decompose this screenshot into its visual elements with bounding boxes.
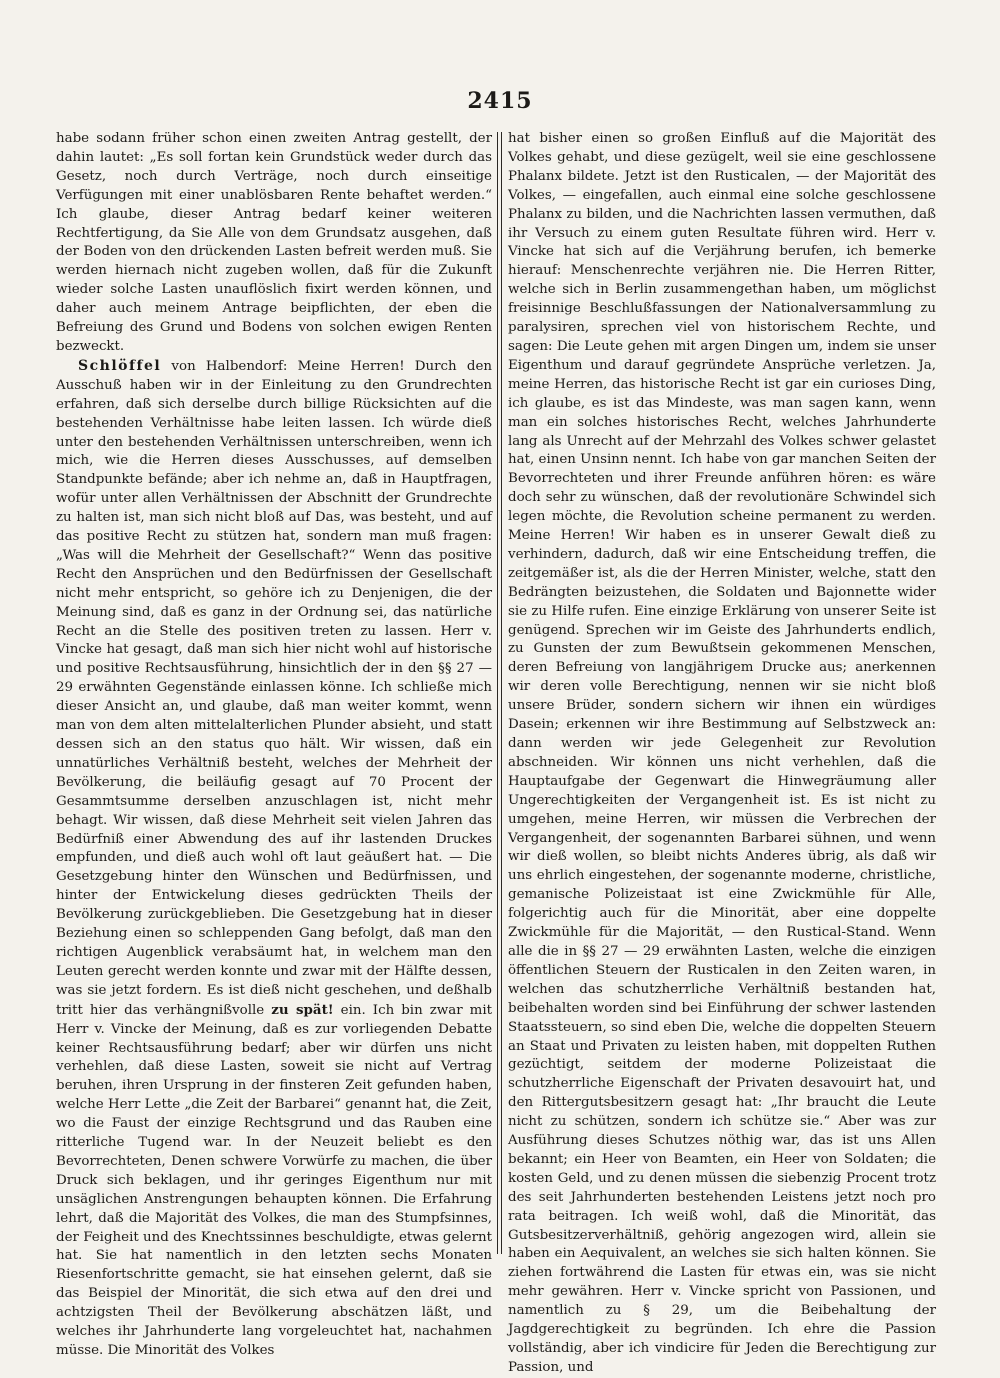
emphasis-text: zu spät! xyxy=(271,1001,334,1018)
column-divider xyxy=(497,132,502,1254)
speech-text-rest: ein. Ich bin zwar mit Herr v. Vincke der Meinung, daß es zur vorliegenden Debatte keiner Rechtsausführung bedarf; aber wir dürfen uns nicht verhehlen, daß diese Lasten, soweit sie nicht auf Vertrag beruhen, ihren Ursprung in der finsteren Zeit gefunden haben, welche Herr Lette „die Zeit der Barbarei“ genannt hat, die Zeit, wo die Faust der einzige Rechtsgrund und das Rauben eine ritterliche Tugend war. In der Neuzeit beliebt es den Bevorrechteten, Denen schwere Vorwürfe zu machen, die über Druck sich beklagen, und ihr geringes Eigenthum nur mit unsäglichen Anstrengungen behaupten können. Die Erfahrung lehrt, daß die Majorität des Volkes, die man des Stumpfsinnes, der Feigheit und des Knechtssinnes beschuldigte, etwas gelernt hat. Sie hat namentlich in den letzten sechs Monaten Riesenfortschritte gemacht, sie hat einsehen gelernt, daß sie das Beispiel der Minorität, die sich etwa auf den drei und achtzigsten Theil der Bevölkerung abschätzen läßt, und welches ihr Jahrhunderte lang vorgeleuchtet hat, nachahmen müsse. Die Minorität des Volkes xyxy=(56,1002,492,1358)
page-number: 2415 xyxy=(467,88,533,114)
speaker-name: Schlöffel xyxy=(78,357,162,374)
speech-paragraph xyxy=(56,357,492,1361)
left-column xyxy=(56,130,492,1358)
speech-text-intro: von Halbendorf: Meine Herren! Durch den Ausschuß haben wir in der Einleitung zu den Grundrechten erfahren, daß sich derselbe durch billige Rücksichten auf die bestehenden Verhältnisse habe leiten lassen. Ich würde dieß unter den bestehenden Verhältnissen unterschreiben, wenn ich mich, wie die Herren dieses Ausschusses, auf demselben Standpunkte befände; aber ich nehme an, daß in Hauptfragen, wofür unter allen Verhältnissen der Abschnitt der Grundrechte zu halten ist, man sich nicht bloß auf Das, was besteht, und auf das positive Recht zu stützen hat, sondern man muß fragen: „Was will die Mehrheit der Gesellschaft?“ Wenn das positive Recht den Ansprüchen und den Bedürfnissen der Gesellschaft nicht mehr entspricht, so gehöre ich zu Denjenigen, die der Meinung sind, daß es ganz in der Ordnung sei, das natürliche Recht an die Stelle des positiven treten zu lassen. Herr v. Vincke hat gesagt, daß man sich hier nicht wohl auf historische und positive Rechtsausführung, hinsichtlich der in den §§ 27 — 29 erwähnten Gegenstände einlassen könne. Ich schließe mich dieser Ansicht an, und glaube, daß man weiter kommt, wenn man von dem alten mittelalterlichen Plunder absieht, und statt dessen sich an den status quo hält. Wir wissen, daß ein unnatürliches Verhältniß besteht, welches der Mehrheit der Bevölkerung, die beiläufig gesagt auf 70 Procent der Gesammtsumme derselben anzuschlagen ist, nicht mehr behagt. Wir wissen, daß diese Mehrheit seit vielen Jahren das Bedürfniß einer Abwendung des auf ihr lastenden Druckes empfunden, und dieß auch wohl oft laut geäußert hat. — Die Gesetzgebung hinter den Wünschen und Bedürfnissen, und hinter der Entwickelung dieses gedrückten Theils der Bevölkerung zurückgeblieben. Die Gesetzgebung hat in dieser Beziehung einen so schleppenden Gang befolgt, daß man den richtigen Augenblick verabsäumt hat, in welchem man den Leuten gerecht werden konnte und zwar mit der Hälfte dessen, was sie jetzt fordern. Es ist dieß nicht geschehen, und deßhalb tritt hier das verhängnißvolle xyxy=(56,358,492,1018)
paragraph: habe sodann früher schon einen zweiten Antrag gestellt, der dahin lautet: „Es soll fortan kein Grundstück weder durch das Gesetz, noch durch Verträge, noch durch einseitige Verfügungen mit einer unablösbaren Rente behaftet werden.“ Ich glaube, dieser Antrag bedarf keiner weiteren Rechtfertigung, da Sie Alle von dem Grundsatz ausgehen, daß der Boden von den drückenden Lasten befreit werden muß. Sie werden hiernach nicht zugeben wollen, daß für die Zukunft wieder solche Lasten unauflöslich fixirt werden können, und daher auch meinem Antrage beipflichten, der eben die Befreiung des Grund und Bodens von solchen ewigen Renten bezweckt. xyxy=(56,131,492,354)
right-column xyxy=(508,130,936,1375)
paragraph: hat bisher einen so großen Einfluß auf die Majorität des Volkes gehabt, und diese gezügelt, weil sie eine geschlossene Phalanx bildete. Jetzt ist den Rusticalen, — der Majorität des Volkes, — eingefallen, auch einmal eine solche geschlossene Phalanx zu bilden, und die Nachrichten lassen vermuthen, daß ihr Versuch zu einem guten Resultate führen wird. Herr v. Vincke hat sich auf die Verjährung berufen, ich bemerke hierauf: Menschenrechte verjähren nie. Die Herren Ritter, welche sich in Berlin zusammengethan haben, um möglichst freisinnige Beschlußfassungen der Nationalversammlung zu paralysiren, sprechen viel von historischem Rechte, und sagen: Die Leute gehen mit argen Dingen um, indem sie unser Eigenthum und darauf gegründete Ansprüche verletzen. Ja, meine Herren, das historische Recht ist gar ein curioses Ding, ich glaube, es ist das Mindeste, was man sagen kann, wenn man ein solches historisches Recht, welches Jahrhunderte lang als Unrecht auf der Mehrzahl des Volkes schwer gelastet hat, einen Unsinn nennt. Ich habe von gar manchen Seiten der Bevorrechteten und ihrer Freunde anführen hören: es wäre doch sehr zu wünschen, daß der revolutionäre Schwindel sich legen möchte, die Revolution scheine permanent zu werden. Meine Herren! Wir haben es in unserer Gewalt dieß zu verhindern, dadurch, daß wir eine Entscheidung treffen, die zeitgemäßer ist, als die der Herren Minister, welche, statt den Bedrängten beizustehen, die Soldaten und Bajonnette wider sie zu Hilfe rufen. Eine einzige Erklärung von unserer Seite ist genügend. Sprechen wir im Geiste des Jahrhunderts endlich, zu Gunsten der zum Bewußtsein gekommenen Menschen, deren Befreiung von langjährigem Drucke aus; anerkennen wir deren volle Berechtigung, nennen wir sie nicht bloß unsere Brüder, sondern sichern wir ihnen ein würdiges Dasein; erkennen wir ihre Bestimmung auf Selbstzweck an: dann werden wir jede Gelegenheit zur Revolution abschneiden. Wir können uns nicht verhehlen, daß die Hauptaufgabe der Gegenwart die Hinwegräumung aller Ungerechtigkeiten der Vergangenheit ist. Es ist nicht zu umgehen, meine Herren, wir müssen die Verbrechen der Vergangenheit, der sogenannten Barbarei sühnen, und wenn wir dieß wollen, so bleibt nichts Anderes übrig, als daß wir uns ehrlich eingestehen, der sogenannte moderne, christliche, gemanische Polizeistaat ist eine Zwickmühle für Alle, folgerichtig auch für die Minorität, aber eine doppelte Zwickmühle für die Majorität, — den Rustical-Stand. Wenn alle die in §§ 27 — 29 erwähnten Lasten, welche die einzigen öffentlichen Steuern der Rusticalen in den Zeiten waren, in welchen das schutzherrliche Verhältniß bestanden hat, beibehalten worden sind bei Einführung der schwer lastenden Staatssteuern, so sind eben Die, welche die doppelten Steuern an Staat und Privaten zu leisten haben, mit doppelten Ruthen gezüchtigt, seitdem der moderne Polizeistaat die schutzherrliche Eigenschaft der Privaten desavouirt hat, und den Rittergutsbesitzern gesagt hat: „Ihr braucht die Leute nicht zu schützen, sondern ich schütze sie.“ Aber was zur Ausführung dieses Schutzes nöthig war, das ist uns Allen bekannt; ein Heer von Beamten, ein Heer von Soldaten; die kosten Geld, und zu denen müssen die siebenzig Procent trotz des seit Jahrhunderten bestehenden Leistens jetzt noch pro rata beitragen. Ich weiß wohl, daß die Minorität, das Gutsbesitzerverhältniß, gehörig angezogen wird, allein sie haben ein Aequivalent, an welches sie sich halten können. Sie ziehen fortwährend die Lasten für etwas ein, was sie nicht mehr gewähren. Herr v. Vincke spricht von Passionen, und namentlich zu § 29, um die Beibehaltung der Jagdgerechtigkeit zu begründen. Ich ehre die Passion vollständig, aber ich vindicire für Jeden die Berechtigung zur Passion, und xyxy=(508,131,936,1375)
